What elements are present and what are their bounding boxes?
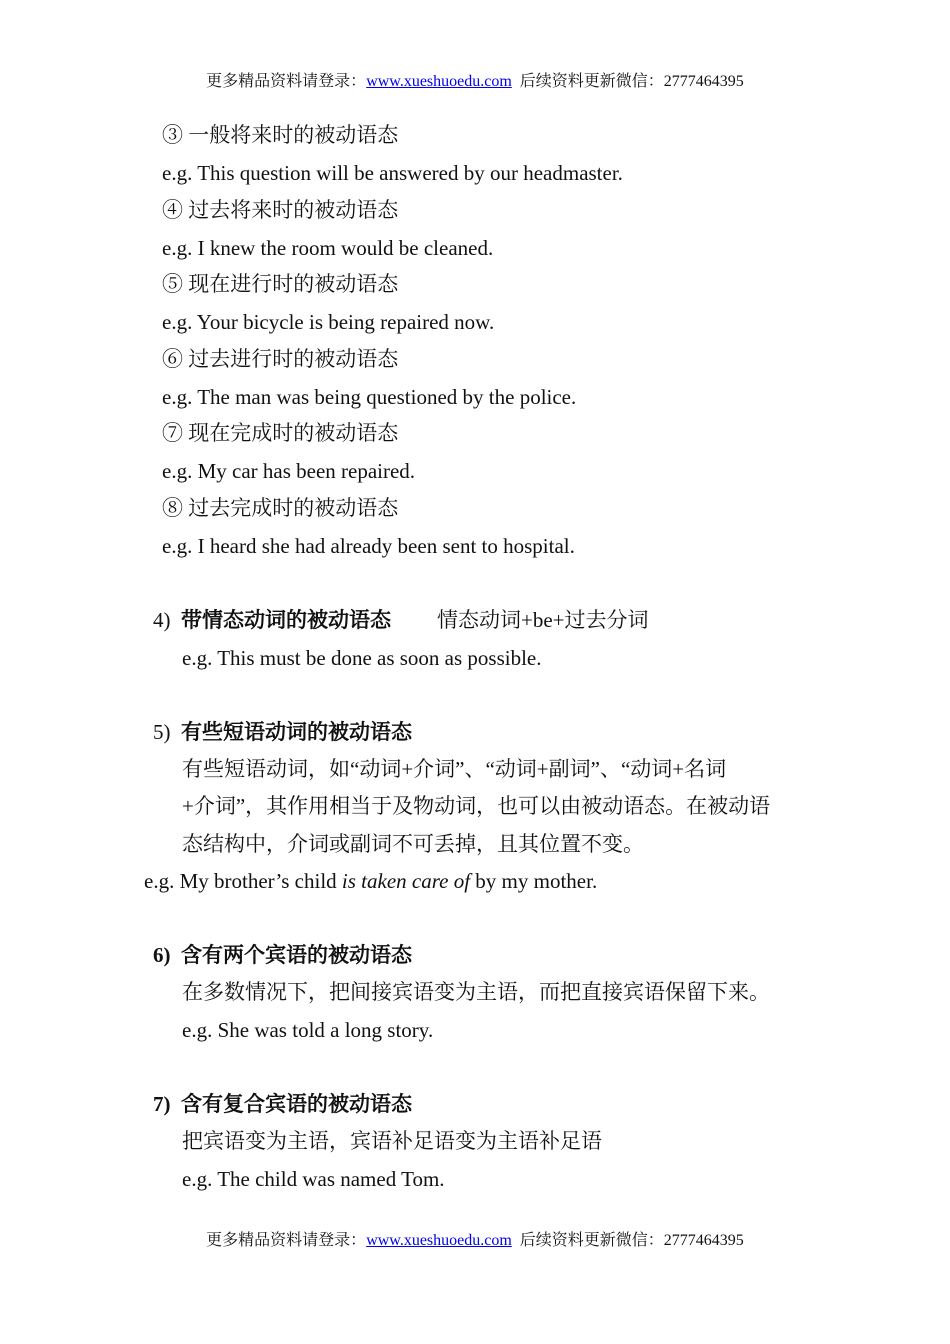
section7-example: e.g. The child was named Tom.: [182, 1167, 445, 1191]
tense-example-4: e.g. I knew the room would be cleaned.: [162, 236, 494, 260]
tense-example-3: e.g. This question will be answered by our headmaster.: [162, 161, 623, 185]
section5-number: 5): [153, 720, 171, 744]
tense-example-8: e.g. I heard she had already been sent to hospital.: [162, 534, 575, 558]
header-prefix: 更多精品资料请登录：: [206, 73, 367, 90]
section5-example: [144, 868, 597, 894]
header-link[interactable]: www.xueshuoedu.com: [366, 73, 512, 90]
header-suffix: 后续资料更新微信：2777464395: [519, 73, 744, 90]
section7-title: 含有复合宾语的被动语态: [181, 1092, 412, 1116]
section7-body: 把宾语变为主语，宾语补足语变为主语补足语: [182, 1129, 602, 1153]
page-footer: [0, 1227, 950, 1250]
tense-example-6: e.g. The man was being questioned by the police.: [162, 385, 577, 409]
section5-body-line-2: +介词”，其作用相当于及物动词，也可以由被动语态。在被动语: [182, 794, 771, 818]
section5-body-line-3: 态结构中，介词或副词不可丢掉，且其位置不变。: [182, 832, 644, 856]
footer-link[interactable]: www.xueshuoedu.com: [366, 1232, 512, 1249]
tense-title-6: ⑥ 过去进行时的被动语态: [162, 347, 399, 371]
footer-suffix: 后续资料更新微信：2777464395: [519, 1232, 744, 1249]
section4-number: 4): [153, 608, 171, 632]
section7-heading: [153, 1091, 412, 1117]
page-header: [0, 68, 950, 91]
tense-title-8: ⑧ 过去完成时的被动语态: [162, 496, 399, 520]
section5-title: 有些短语动词的被动语态: [181, 720, 412, 744]
tense-title-4: ④ 过去将来时的被动语态: [162, 198, 399, 222]
section5-example-post: by my mother.: [470, 869, 598, 893]
tense-example-7: e.g. My car has been repaired.: [162, 459, 416, 483]
section6-number: 6): [153, 943, 171, 967]
section7-number: 7): [153, 1092, 171, 1116]
tense-title-5: ⑤ 现在进行时的被动语态: [162, 272, 399, 296]
tense-example-5: e.g. Your bicycle is being repaired now.: [162, 310, 495, 334]
section6-title: 含有两个宾语的被动语态: [181, 943, 412, 967]
section4-example: e.g. This must be done as soon as possible.: [182, 646, 542, 670]
section6-example: e.g. She was told a long story.: [182, 1018, 434, 1042]
section5-body-line-1: 有些短语动词，如“动词+介词”、“动词+副词”、“动词+名词: [182, 757, 727, 781]
footer-prefix: 更多精品资料请登录：: [206, 1232, 367, 1249]
section4-formula: 情态动词+be+过去分词: [437, 608, 649, 632]
tense-title-3: ③ 一般将来时的被动语态: [162, 123, 399, 147]
section6-body: 在多数情况下，把间接宾语变为主语，而把直接宾语保留下来。: [182, 980, 770, 1004]
section6-heading: [153, 942, 412, 968]
section5-heading: [153, 719, 412, 745]
section4-title: 带情态动词的被动语态: [181, 608, 391, 632]
tense-title-7: ⑦ 现在完成时的被动语态: [162, 421, 399, 445]
section4-heading: [153, 607, 649, 633]
section5-example-pre: e.g. My brother’s child: [144, 869, 342, 893]
section5-example-italic: is taken care of: [341, 869, 471, 893]
